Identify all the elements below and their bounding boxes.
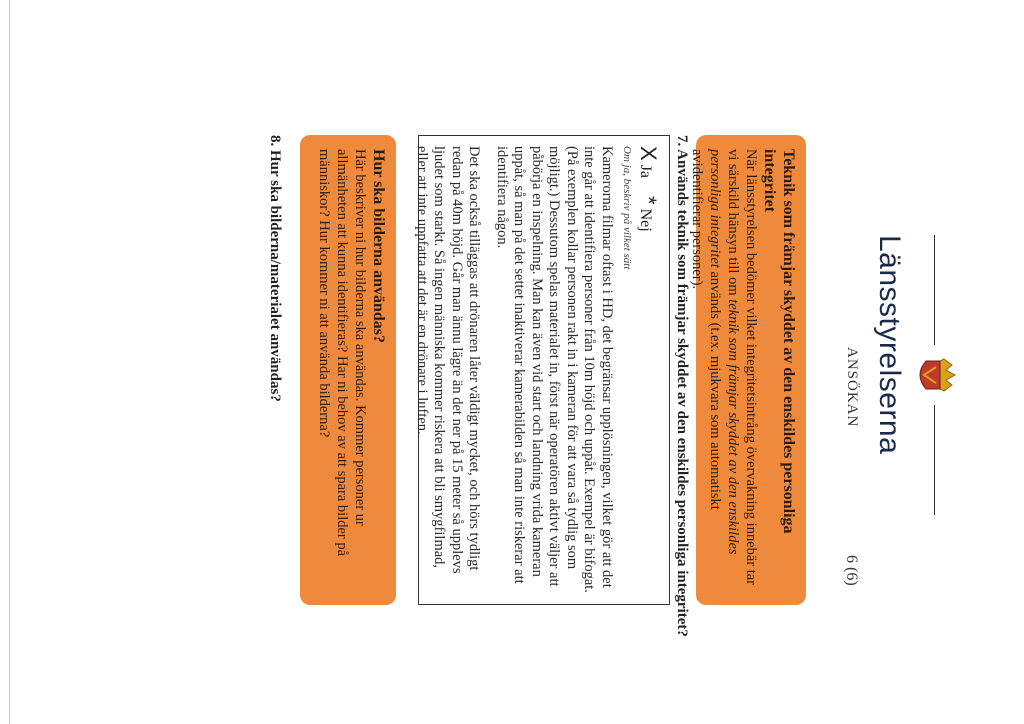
org-name: Länsstyrelserna bbox=[873, 235, 906, 455]
answer-paragraph: Kamerorna filmar oftast i HD, det begränsar upplösningen, vilket gör att det inte går att identifiera personer från 10m höjd och uppåt. Exempel är bifogat. (På exemplen kollar personen rakt in i kameran för att vara så tydlig som möjligt.) Dessutom spelas materialet in, först när operatören aktivt väljer att påbörja en inspelning. Man kan även vid start och landning vrida kameran uppåt, så man på det settet inaktiverar kamerabilden så man inte riskerar att identifiera någon. bbox=[494, 146, 615, 593]
integrity-body-italic: teknik som främjar skyddet av den enskildes personliga integritet bbox=[707, 149, 741, 555]
crown-crest-icon bbox=[912, 353, 958, 397]
integrity-info-box bbox=[689, 135, 806, 605]
question-8-title: 8. Hur ska bilderna/materialet användas? bbox=[267, 135, 283, 402]
logo-rule-left bbox=[934, 235, 935, 345]
page-number: 6 (6) bbox=[843, 555, 860, 586]
integrity-body-start: När länsstyrelsen bedömer vilket integritetsintrång övervakning innebär tar vi särskild hänsyn till om bbox=[725, 149, 759, 586]
no-checkbox-mark: * bbox=[636, 196, 661, 205]
usage-info-title: Hur ska bilderna användas? bbox=[370, 149, 387, 343]
option-no[interactable] bbox=[635, 196, 661, 232]
document-type: ANSÖKAN bbox=[844, 347, 860, 428]
integrity-info-title: Teknik som främjar skyddet av den enskildes personliga integritet bbox=[761, 149, 797, 534]
no-label: Nej bbox=[637, 208, 654, 232]
integrity-body-end: används (t.ex. mjukvara som automatiskt avidentifierar personer). bbox=[689, 149, 723, 510]
yes-no-options bbox=[635, 146, 661, 594]
question-7-answer-box[interactable] bbox=[414, 135, 670, 605]
answer-instruction: Om ja, beskriv på vilket sätt bbox=[621, 146, 633, 270]
answer-paragraph: Det ska också tilläggas att drönaren låter väldigt mycket, och hörs tydligt redan på 40m höjd. Går man ännu lägre än det ner på 15 meter så upplevs ljudet som starkt. Så ingen människa kommer riskera att bli smygfilmad, eller att inte uppfatta att det är en drönare i luften. bbox=[414, 146, 483, 574]
usage-info-box bbox=[300, 135, 396, 605]
org-logo bbox=[874, 235, 946, 535]
page-divider bbox=[9, 0, 10, 724]
logo-rule-right bbox=[934, 405, 935, 515]
integrity-info-body bbox=[688, 149, 760, 591]
usage-info-body: Här beskriver ni hur bilderna ska användas. Kommer personer ur allmänheten att kunna identifieras? Har ni behov av att spara bilder på människor? Hur kommer ni att använda bilderna? bbox=[316, 149, 368, 557]
option-yes[interactable] bbox=[635, 146, 661, 178]
yes-label: Ja bbox=[637, 164, 654, 179]
question-7-title: 7. Används teknik som främjar skyddet av den enskildes personliga integritet? bbox=[674, 135, 690, 637]
yes-checkbox-mark: X bbox=[636, 146, 661, 161]
